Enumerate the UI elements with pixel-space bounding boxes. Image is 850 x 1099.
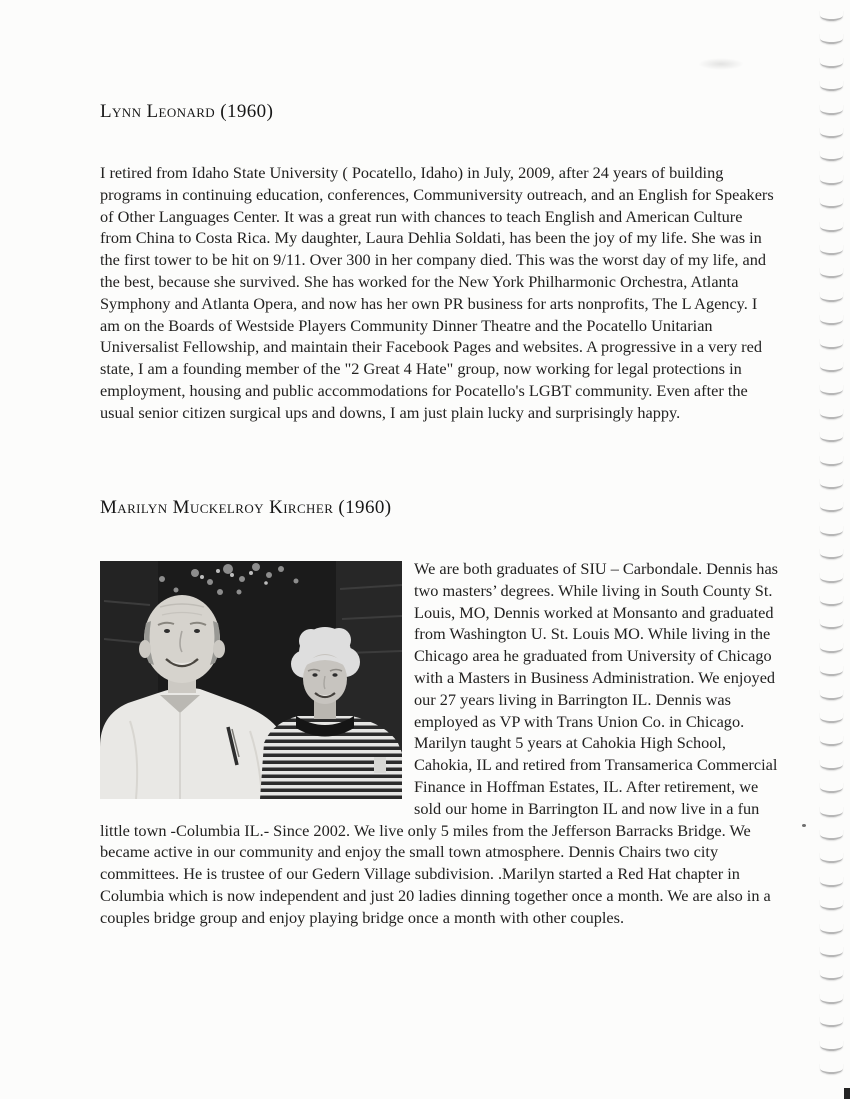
couple-photo <box>100 561 402 799</box>
binding-coil-mark <box>820 104 843 115</box>
entry-body-marilyn-kircher <box>100 558 778 929</box>
binding-coil-mark <box>820 197 843 208</box>
binding-coil-mark <box>820 525 843 536</box>
binding-coil-mark <box>820 221 843 232</box>
binding-coil-mark <box>820 618 843 629</box>
binding-coil-mark <box>820 80 843 91</box>
binding-coil-mark <box>820 174 843 185</box>
binding-coil-mark <box>820 291 843 302</box>
couple-photo-graphic <box>100 561 402 799</box>
entry-bio-lynn-leonard: I retired from Idaho State University ( Pocatello, Idaho) in July, 2009, after 24 years of building programs in continuing education, conferences, Communiversity outreach, and an English for Speakers of Other Languages Center. It was a great run with chances to teach English and American Culture from China to Costa Rica. My daughter, Laura Dehlia Soldati, has been the joy of my life. She was in the first tower to be hit on 9/11. Over 300 in her company died. This was the worst day of my life, and the best, because she survived. She has worked for the New York Philharmonic Orchestra, Atlanta Symphony and Atlanta Opera, and now has her own PR business for arts nonprofits, The L Agency. I am on the Boards of Westside Players Community Dinner Theatre and the Pocatello Unitarian Universalist Fellowship, and maintain their Facebook Pages and websites. A progressive in a very red state, I am a founding member of the "2 Great 4 Hate" group, now working for legal protections in employment, housing and public accommodations for Pocatello's LGBT community. Even after the usual senior citizen surgical ups and downs, I am just plain lucky and surprisingly happy. <box>100 163 774 422</box>
binding-coil-mark <box>820 127 843 138</box>
scan-corner-mark <box>844 1088 850 1099</box>
binding-coil-mark <box>820 642 843 653</box>
binding-coil-mark <box>820 712 843 723</box>
binding-coil-mark <box>820 314 843 325</box>
binding-coil-mark <box>820 384 843 395</box>
binding-coil-mark <box>820 759 843 770</box>
binding-coil-mark <box>820 993 843 1004</box>
entry-bio-marilyn-kircher: We are both graduates of SIU – Carbondale. Dennis has two masters’ degrees. While living in South County St. Louis, MO, Dennis worked at Monsanto and graduated from Washington U. St. Louis MO. While living in the Chicago area he graduated from University of Chicago with a Masters in Business Administration. We enjoyed our 27 years living in Barrington IL. Dennis was employed as VP with Trans Union Co. in Chicago. Marilyn taught 5 years at Cahokia High School, Cahokia, IL and retired from Transamerica Commercial Finance in Hoffman Estates, IL. After retirement, we sold our home in Barrington IL and now live in a fun little town -Columbia IL.- Since 2002. We live only 5 miles from the Jefferson Barracks Bridge. We became active in our community and enjoy the small town atmosphere. Dennis Chairs two city committees. He is trustee of our Gedern Village subdivision. .Marilyn started a Red Hat chapter in Columbia which is now independent and just 20 ladies dinning together once a month. We are also in a couples bridge group and enjoy playing bridge once a month with other couples. <box>100 559 779 927</box>
binding-coil-mark <box>820 806 843 817</box>
binding-coil-mark <box>820 923 843 934</box>
entry-heading-marilyn-kircher: Marilyn Muckelroy Kircher (1960) <box>100 497 392 518</box>
binding-coil-mark <box>820 33 843 44</box>
binding-coil-mark <box>820 946 843 957</box>
binding-coil-mark <box>820 969 843 980</box>
binding-coil-mark <box>820 408 843 419</box>
scan-speck <box>802 824 806 827</box>
binding-coil-mark <box>820 876 843 887</box>
binding-coil-mark <box>820 1016 843 1027</box>
binding-coil-mark <box>820 829 843 840</box>
binding-coil-mark <box>820 455 843 466</box>
binding-coil-mark <box>820 501 843 512</box>
binding-coil-mark <box>820 782 843 793</box>
binding-coil-mark <box>820 689 843 700</box>
binding-coil-mark <box>820 150 843 161</box>
binding-coil-mark <box>820 1040 843 1051</box>
binding-coil-mark <box>820 478 843 489</box>
binding-coil-mark <box>820 595 843 606</box>
binding-coil-mark <box>820 267 843 278</box>
binding-coil-mark <box>820 338 843 349</box>
binding-coil-mark <box>820 244 843 255</box>
binding-coil-mark <box>820 899 843 910</box>
scan-smudge <box>698 58 744 70</box>
binding-coil-mark <box>820 431 843 442</box>
binding-coil-mark <box>820 10 843 21</box>
binding-coil-mark <box>820 572 843 583</box>
binding-coil-mark <box>820 735 843 746</box>
binding-coil-mark <box>820 57 843 68</box>
binding-coil-mark <box>820 1063 843 1074</box>
binding-coil-mark <box>820 665 843 676</box>
binding-coil-mark <box>820 361 843 372</box>
entry-heading-lynn-leonard: Lynn Leonard (1960) <box>100 101 274 122</box>
binding-coil-mark <box>820 548 843 559</box>
binding-coil-mark <box>820 852 843 863</box>
